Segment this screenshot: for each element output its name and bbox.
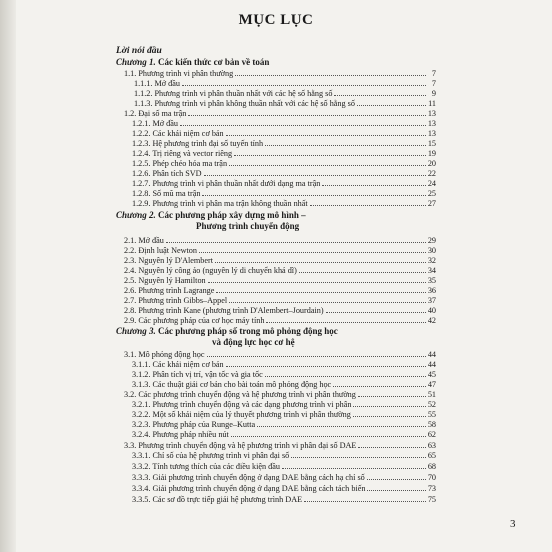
toc-entry-page: 44 bbox=[427, 350, 436, 359]
toc-entry bbox=[124, 350, 436, 359]
toc-entry-text: 1.2.4. Trị riêng và vector riêng bbox=[132, 149, 233, 158]
chapter-title: Các phương pháp xây dựng mô hình – bbox=[158, 210, 306, 220]
toc-entry-text: 3.3.1. Chỉ số của hệ phương trình vi phân đại số bbox=[132, 451, 290, 460]
toc-entry-text: 3.1.3. Các thuật giải cơ bản cho bài toán mô phỏng động học bbox=[132, 380, 332, 389]
page-number: 3 bbox=[510, 518, 516, 530]
toc-entry-page: 62 bbox=[427, 430, 436, 439]
toc-entry-page: 45 bbox=[427, 370, 436, 379]
toc-entry-text: 1.2.7. Phương trình vi phân thuần nhất dưới dạng ma trận bbox=[132, 179, 321, 188]
toc-entry bbox=[124, 246, 436, 255]
toc-entry bbox=[132, 189, 436, 198]
toc-entry-page: 36 bbox=[427, 286, 436, 295]
toc-entry-page: 34 bbox=[427, 266, 436, 275]
toc-entry-text: 2.8. Phương trình Kane (phương trình D'Alembert–Jourdain) bbox=[124, 306, 324, 315]
toc-entry-text: 3.3.3. Giải phương trình chuyển động ở dạng DAE bằng cách hạ chỉ số bbox=[132, 473, 365, 482]
toc-entry-page: 63 bbox=[427, 441, 436, 450]
toc-entry-page: 47 bbox=[427, 380, 436, 389]
toc-entry-page: 32 bbox=[427, 256, 436, 265]
toc-entry bbox=[132, 360, 436, 369]
toc-entry-page: 68 bbox=[427, 462, 436, 471]
toc-entry bbox=[134, 99, 436, 108]
toc-entry-page: 20 bbox=[427, 159, 436, 168]
toc-entry-page: 37 bbox=[427, 296, 436, 305]
toc-entry bbox=[132, 119, 436, 128]
chapter-label: Chương 3. bbox=[116, 326, 156, 336]
toc-entry-page: 11 bbox=[428, 99, 436, 108]
toc-entry bbox=[132, 159, 436, 168]
toc-entry bbox=[124, 296, 436, 305]
toc-entry-text: 3.2. Các phương trình chuyển động và hệ phương trình vi phân thường bbox=[124, 390, 356, 399]
toc-entry bbox=[124, 256, 436, 265]
toc-entry-text: 1.2. Đại số ma trận bbox=[124, 109, 187, 118]
page-title: MỤC LỤC bbox=[238, 12, 314, 28]
toc-entry-text: 1.2.6. Phân tích SVD bbox=[132, 169, 202, 178]
toc-entry-text: 3.1. Mô phỏng động học bbox=[124, 350, 205, 359]
chapter-title: Các phương pháp số trong mô phỏng động học bbox=[158, 326, 338, 336]
toc-entry-page: 51 bbox=[427, 390, 436, 399]
toc-entry-page: 19 bbox=[427, 149, 436, 158]
toc-entry bbox=[132, 129, 436, 138]
toc-entry-text: 2.5. Nguyên lý Hamilton bbox=[124, 276, 206, 285]
toc-entry bbox=[132, 462, 436, 471]
toc-entry-page: 13 bbox=[427, 109, 436, 118]
toc-entry bbox=[124, 109, 436, 118]
toc-entry-text: 1.2.8. Số mũ ma trận bbox=[132, 189, 201, 198]
toc-entry-text: 3.2.3. Phương pháp của Runge–Kutta bbox=[132, 420, 256, 429]
toc-entry-page: 25 bbox=[427, 189, 436, 198]
toc-entry-text: 1.2.2. Các khái niệm cơ bản bbox=[132, 129, 224, 138]
toc-entry bbox=[132, 473, 436, 482]
toc-entry-page: 27 bbox=[427, 199, 436, 208]
toc-entry bbox=[124, 390, 436, 399]
toc-entry-text: 1.2.9. Phương trình vi phân ma trận không thuần nhất bbox=[132, 199, 308, 208]
chapter-2-subtitle: Phương trình chuyển động bbox=[196, 221, 300, 231]
chapter-2-heading bbox=[116, 211, 444, 220]
chapter-1-heading bbox=[116, 58, 444, 67]
toc-entry-text: 3.1.2. Phân tích vị trí, vận tốc và gia tốc bbox=[132, 370, 263, 379]
toc-entry-page: 42 bbox=[427, 316, 436, 325]
toc-entry-text: 3.3.5. Các sơ đồ trực tiếp giải hệ phương trình DAE bbox=[132, 495, 303, 504]
toc-entry-text: 3.2.2. Một số khái niệm của lý thuyết phương trình vi phân thường bbox=[132, 410, 351, 419]
toc-entry-text: 1.1.2. Phương trình vi phân thuần nhất với các hệ số hằng số bbox=[134, 89, 333, 98]
toc-entry-page: 35 bbox=[427, 276, 436, 285]
toc-entry-text: 2.1. Mở đầu bbox=[124, 236, 164, 245]
preface-heading: Lời nói đầu bbox=[116, 46, 162, 56]
toc-entry bbox=[132, 484, 436, 493]
toc-entry bbox=[132, 370, 436, 379]
toc-entry-page: 75 bbox=[427, 495, 436, 504]
toc-entry-text: 2.7. Phương trình Gibbs–Appel bbox=[124, 296, 228, 305]
chapter-3-subtitle: và động lực học cơ hệ bbox=[212, 337, 295, 347]
toc-entry bbox=[132, 495, 436, 504]
toc-entry bbox=[132, 420, 436, 429]
toc-entry bbox=[132, 451, 436, 460]
toc-entry-page: 13 bbox=[427, 119, 436, 128]
toc-entry bbox=[124, 236, 436, 245]
toc-entry-text: 1.1.3. Phương trình vi phân không thuần nhất với các hệ số hằng số bbox=[134, 99, 355, 108]
toc-entry-page: 30 bbox=[427, 246, 436, 255]
toc-entry-text: 3.3.2. Tính tương thích của các điều kiện đầu bbox=[132, 462, 280, 471]
toc-entry bbox=[132, 149, 436, 158]
toc-entry-text: 2.4. Nguyên lý công ảo (nguyên lý di chuyển khả dĩ) bbox=[124, 266, 297, 275]
toc-entry-text: 1.2.3. Hệ phương trình đại số tuyến tính bbox=[132, 139, 264, 148]
toc-entry-page: 70 bbox=[427, 473, 436, 482]
toc-entry-text: 1.1.1. Mở đầu bbox=[134, 79, 180, 88]
toc-entry bbox=[132, 169, 436, 178]
toc-entry bbox=[124, 316, 436, 325]
toc-entry bbox=[124, 306, 436, 315]
toc-entry bbox=[132, 199, 436, 208]
toc-entry-page: 44 bbox=[427, 360, 436, 369]
toc-entry-page: 29 bbox=[427, 236, 436, 245]
toc-entry-page: 52 bbox=[427, 400, 436, 409]
toc-entry bbox=[124, 266, 436, 275]
toc-entry bbox=[124, 441, 436, 450]
toc-entry-page: 58 bbox=[427, 420, 436, 429]
toc-entry-page: 24 bbox=[427, 179, 436, 188]
toc-entry bbox=[132, 139, 436, 148]
toc-entry bbox=[132, 179, 436, 188]
toc-entry-page: 40 bbox=[427, 306, 436, 315]
toc-entry-page: 13 bbox=[427, 129, 436, 138]
toc-entry-page: 7 bbox=[431, 69, 436, 78]
toc-entry bbox=[132, 410, 436, 419]
toc-entry bbox=[134, 79, 436, 88]
toc-entry-text: 3.2.1. Phương trình chuyển động và các dạng phương trình vi phân bbox=[132, 400, 352, 409]
page-binding-shadow bbox=[0, 0, 16, 552]
toc-entry-text: 3.2.4. Phương pháp nhiều nút bbox=[132, 430, 229, 439]
toc-entry-page: 65 bbox=[427, 451, 436, 460]
toc-entry bbox=[134, 89, 436, 98]
toc-entry-text: 3.3. Phương trình chuyển động và hệ phương trình vi phân đại số DAE bbox=[124, 441, 357, 450]
toc-entry bbox=[124, 276, 436, 285]
toc-entry bbox=[124, 286, 436, 295]
toc-entry-text: 3.3.4. Giải phương trình chuyển động ở dạng DAE bằng cách tách biến bbox=[132, 484, 366, 493]
toc-entry-text: 2.9. Các phương pháp của cơ học máy tính bbox=[124, 316, 265, 325]
toc-entry-text: 2.6. Phương trình Lagrange bbox=[124, 286, 215, 295]
chapter-label: Chương 2. bbox=[116, 210, 156, 220]
toc-entry-text: 2.2. Định luật Newton bbox=[124, 246, 197, 255]
chapter-3-heading bbox=[116, 327, 444, 336]
toc-entry-text: 2.3. Nguyên lý D'Alembert bbox=[124, 256, 214, 265]
toc-entry bbox=[124, 69, 436, 78]
toc-entry-page: 73 bbox=[427, 484, 436, 493]
toc-entry-text: 1.2.5. Phép chéo hóa ma trận bbox=[132, 159, 228, 168]
toc-entry-page: 22 bbox=[427, 169, 436, 178]
toc-entry-text: 3.1.1. Các khái niệm cơ bản bbox=[132, 360, 224, 369]
chapter-label: Chương 1. bbox=[116, 57, 156, 67]
toc-entry bbox=[132, 380, 436, 389]
toc-entry-page: 55 bbox=[427, 410, 436, 419]
chapter-title: Các kiến thức cơ bản về toán bbox=[158, 57, 270, 67]
toc-entry-page: 15 bbox=[427, 139, 436, 148]
toc-entry-text: 1.2.1. Mở đầu bbox=[132, 119, 178, 128]
toc-entry-text: 1.1. Phương trình vi phân thường bbox=[124, 69, 234, 78]
toc-entry bbox=[132, 400, 436, 409]
toc-entry-page: 7 bbox=[431, 79, 436, 88]
toc-entry-page: 9 bbox=[431, 89, 436, 98]
toc-entry bbox=[132, 430, 436, 439]
